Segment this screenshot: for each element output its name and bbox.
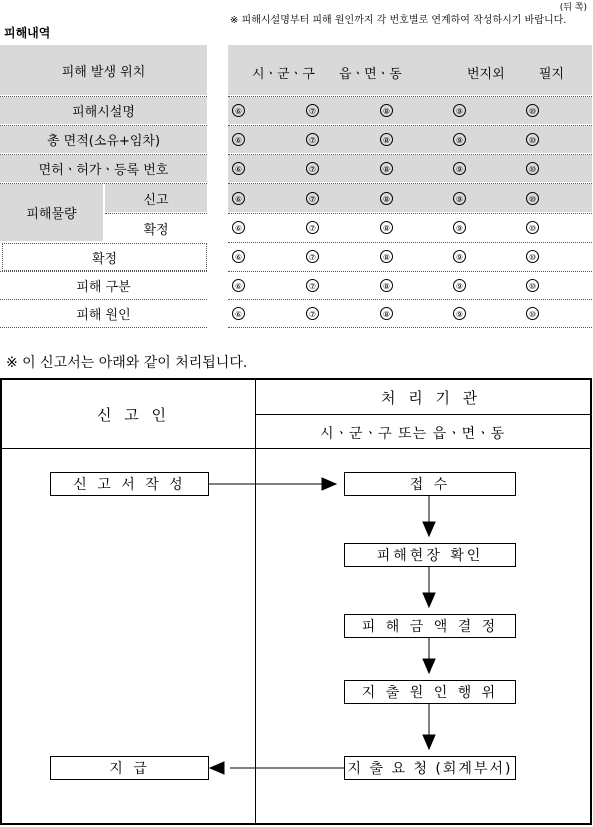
num-6: ⑥ [232, 307, 245, 320]
step-confirm-site: 피해현장 확인 [344, 543, 516, 567]
num-8: ⑧ [380, 162, 393, 175]
col-eupmyeondong: 읍ㆍ면ㆍ동 [339, 67, 402, 82]
num-8: ⑧ [380, 250, 393, 263]
num-10: ⑩ [526, 221, 539, 234]
reporter-header: 신 고 인 [97, 406, 171, 424]
col-beonji: 번지외 [467, 67, 505, 82]
num-9: ⑨ [453, 104, 466, 117]
agency-subheader: 시ㆍ군ㆍ구 또는 읍ㆍ면ㆍ동 [320, 426, 506, 442]
arrow-right-icon [322, 478, 336, 490]
num-7: ⑦ [306, 162, 319, 175]
num-7: ⑦ [306, 221, 319, 234]
arrow-down-icon [423, 522, 435, 536]
row-label-quantity: 피해물량 [0, 184, 103, 241]
num-6: ⑥ [232, 104, 245, 117]
step-decide-amount: 피 해 금 액 결 정 [344, 614, 516, 638]
num-10: ⑩ [526, 133, 539, 146]
step-receipt: 접 수 [344, 472, 516, 496]
num-6: ⑥ [232, 133, 245, 146]
back-page-mark: (뒤 쪽) [559, 3, 587, 13]
col-pilji: 필지 [539, 67, 565, 82]
num-6: ⑥ [232, 162, 245, 175]
num-7: ⑦ [306, 250, 319, 263]
row-label-facility: 피해시설명 [0, 97, 207, 124]
step-write-report: 신 고 서 작 성 [50, 472, 209, 496]
instruction-note: ※ 피해시설명부터 피해 원인까지 각 번호별로 연계하여 작성하시기 바랍니다. [230, 15, 567, 26]
num-7: ⑦ [306, 192, 319, 205]
arrow-down-icon [423, 593, 435, 607]
num-9: ⑨ [453, 221, 466, 234]
row-label-report: 신고 [105, 184, 207, 212]
num-6: ⑥ [232, 221, 245, 234]
num-6: ⑥ [232, 250, 245, 263]
num-10: ⑩ [526, 250, 539, 263]
step-cause-act: 지 출 원 인 행 위 [344, 680, 516, 704]
section-title: 피해내역 [4, 26, 51, 40]
num-7: ⑦ [306, 307, 319, 320]
num-10: ⑩ [526, 104, 539, 117]
num-8: ⑧ [380, 279, 393, 292]
row-label-confirm: 확정 [143, 222, 169, 238]
num-9: ⑨ [453, 307, 466, 320]
row-label-area: 총 면적(소유+임차) [0, 126, 207, 153]
process-title: ※ 이 신고서는 아래와 같이 처리됩니다. [6, 355, 248, 371]
process-flowchart [0, 378, 592, 825]
num-8: ⑧ [380, 192, 393, 205]
agency-header: 처 리 기 관 [381, 389, 482, 407]
num-9: ⑨ [453, 162, 466, 175]
num-8: ⑧ [380, 221, 393, 234]
num-8: ⑧ [380, 307, 393, 320]
location-header: 피해 발생 위치 [0, 45, 207, 95]
num-9: ⑨ [453, 133, 466, 146]
num-9: ⑨ [453, 192, 466, 205]
num-10: ⑩ [526, 162, 539, 175]
arrow-left-icon [210, 762, 224, 774]
row-label-damage-cause: 피해 원인 [76, 308, 131, 323]
row-label-license: 면허ㆍ허가ㆍ등록 번호 [0, 155, 207, 182]
num-7: ⑦ [306, 279, 319, 292]
num-7: ⑦ [306, 133, 319, 146]
num-6: ⑥ [232, 279, 245, 292]
arrow-down-icon [423, 659, 435, 673]
num-9: ⑨ [453, 250, 466, 263]
row-label-confirm-2: 확정 [2, 243, 207, 271]
col-sigungu: 시ㆍ군ㆍ구 [252, 67, 315, 82]
arrow-down-icon [423, 735, 435, 749]
row-label-damage-type: 피해 구분 [76, 280, 131, 295]
step-payment: 지 급 [50, 756, 209, 780]
num-6: ⑥ [232, 192, 245, 205]
num-8: ⑧ [380, 104, 393, 117]
step-request-payment: 지 출 요 청 (회계부서) [344, 756, 516, 780]
num-8: ⑧ [380, 133, 393, 146]
num-10: ⑩ [526, 307, 539, 320]
num-10: ⑩ [526, 279, 539, 292]
num-7: ⑦ [306, 104, 319, 117]
flow-arrows [2, 380, 592, 825]
num-10: ⑩ [526, 192, 539, 205]
num-9: ⑨ [453, 279, 466, 292]
